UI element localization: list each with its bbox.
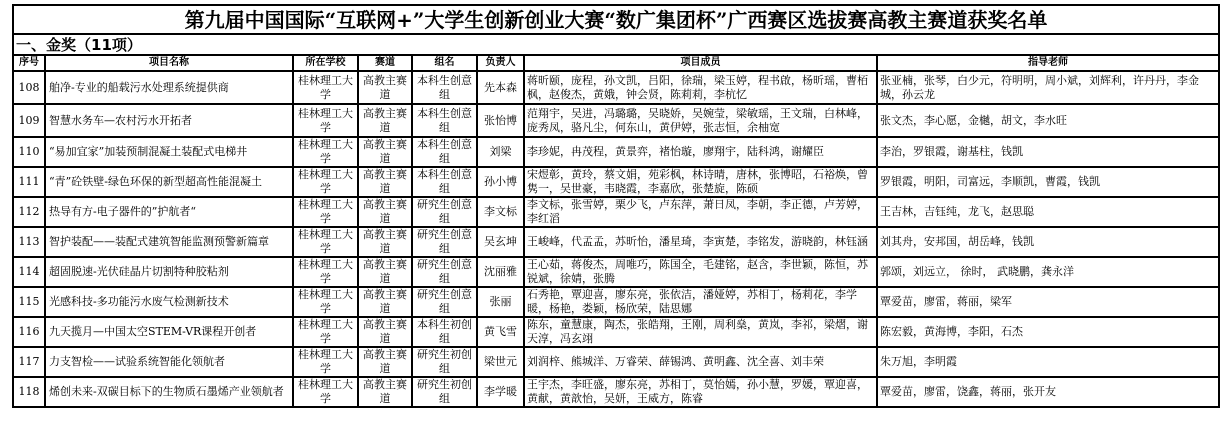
advisors: 张文杰，李心愿，金樾，胡文，李水旺 [877, 104, 1219, 137]
group-name: 研究生初创组 [412, 347, 477, 377]
row-number: 115 [13, 287, 45, 317]
leader: 梁世元 [477, 347, 524, 377]
leader: 李文标 [477, 197, 524, 227]
row-number: 118 [13, 377, 45, 407]
row-number: 116 [13, 317, 45, 347]
leader: 沈丽雅 [477, 257, 524, 287]
group-name: 本科生创意组 [412, 104, 477, 137]
school: 桂林理工大学 [293, 287, 358, 317]
row-number: 108 [13, 71, 45, 104]
table-row [13, 167, 1219, 197]
group-name: 本科生创意组 [412, 167, 477, 197]
track: 高教主赛道 [358, 287, 412, 317]
header-project: 项目名称 [45, 55, 293, 71]
group-name: 本科生创意组 [412, 71, 477, 104]
advisors: 李治，罗银霞，谢基柱，钱凯 [877, 137, 1219, 167]
header-leader: 负责人 [477, 55, 524, 71]
project-name: “青”砼铁壁-绿色环保的新型超高性能混凝土 [45, 167, 293, 197]
project-members: 王宇杰，李旺盛，廖东亮，苏相丁，莫怡嫣，孙小慧，罗媛，覃迎喜，黄献，黄歆怡，吴妍，王威方，陈睿 [524, 377, 877, 407]
section-heading: 一、金奖（11项） [13, 34, 1219, 55]
project-members: 王心茹，蒋俊杰，周唯巧，陈国全，毛建铭，赵含，李世颖，陈恒，苏锐斌，徐婧，张腾 [524, 257, 877, 287]
project-name: 舶净-专业的船载污水处理系统提供商 [45, 71, 293, 104]
project-members: 李文标，张雪婷，栗少飞，卢东萍，萧日凤，李朝，李正德，卢芳婷，李红滔 [524, 197, 877, 227]
leader: 吴玄坤 [477, 227, 524, 257]
project-name: 超固脱速-光伏硅晶片切割特种胶粘剂 [45, 257, 293, 287]
group-name: 研究生创意组 [412, 287, 477, 317]
project-members: 王峻峰，代孟孟，苏昕怡，潘星琦，李寅楚，李铭发，游晓韵，林钰涵 [524, 227, 877, 257]
school: 桂林理工大学 [293, 197, 358, 227]
table-row [13, 227, 1219, 257]
group-name: 研究生创意组 [412, 227, 477, 257]
project-name: 智慧水务车—农村污水开拓者 [45, 104, 293, 137]
track: 高教主赛道 [358, 227, 412, 257]
table-row [13, 71, 1219, 104]
group-name: 本科生初创组 [412, 317, 477, 347]
leader: 孙小博 [477, 167, 524, 197]
project-members: 范翔宇，吴进，冯璐璐，吴晓娇，吴婉莹，梁敏瑶，王文瑞，白林峰，庞秀凤，骆凡尘，何东山，黄伊婷，张志恒，余柚宽 [524, 104, 877, 137]
row-number: 117 [13, 347, 45, 377]
project-name: 智护装配——装配式建筑智能监测预警新篇章 [45, 227, 293, 257]
leader: 李学暖 [477, 377, 524, 407]
table-row [13, 377, 1219, 407]
project-name: 力支智检——试验系统智能化领航者 [45, 347, 293, 377]
table-row [13, 317, 1219, 347]
school: 桂林理工大学 [293, 377, 358, 407]
track: 高教主赛道 [358, 347, 412, 377]
track: 高教主赛道 [358, 137, 412, 167]
advisors: 陈宏毅，黄海博，李阳，石杰 [877, 317, 1219, 347]
track: 高教主赛道 [358, 317, 412, 347]
row-number: 111 [13, 167, 45, 197]
leader: 刘梁 [477, 137, 524, 167]
table-header [13, 55, 1219, 71]
project-name: 光感科技-多功能污水废气检测新技术 [45, 287, 293, 317]
leader: 先本森 [477, 71, 524, 104]
table-row [13, 347, 1219, 377]
header-advisors: 指导老师 [877, 55, 1219, 71]
table-row [13, 257, 1219, 287]
header-members: 项目成员 [524, 55, 877, 71]
school: 桂林理工大学 [293, 137, 358, 167]
project-members: 石秀艳，覃迎喜，廖东亮，张依洁，潘娅婷，苏相丁，杨莉花，李学暖，杨艳，娄颖，杨欣荣，陆思娜 [524, 287, 877, 317]
school: 桂林理工大学 [293, 71, 358, 104]
school: 桂林理工大学 [293, 104, 358, 137]
table-row [13, 197, 1219, 227]
advisors: 覃爱苗，廖雷，蒋丽，梁军 [877, 287, 1219, 317]
row-number: 109 [13, 104, 45, 137]
header-no: 序号 [13, 55, 45, 71]
group-name: 研究生创意组 [412, 257, 477, 287]
row-number: 110 [13, 137, 45, 167]
track: 高教主赛道 [358, 257, 412, 287]
project-members: 陈东，童慧康，陶杰，张皓翔，王刚，周利燊，黄岚，李祁，梁熠，谢天淳，冯玄翊 [524, 317, 877, 347]
leader: 黄飞雪 [477, 317, 524, 347]
advisors: 王吉林，吉钰纯，龙飞，赵思聪 [877, 197, 1219, 227]
project-name: 九天揽月—中国太空STEM-VR课程开创者 [45, 317, 293, 347]
advisors: 朱万旭，李明霞 [877, 347, 1219, 377]
track: 高教主赛道 [358, 167, 412, 197]
advisors: 罗银霞，明阳，司富远，李顺凯，曹霞，钱凯 [877, 167, 1219, 197]
school: 桂林理工大学 [293, 227, 358, 257]
school: 桂林理工大学 [293, 167, 358, 197]
track: 高教主赛道 [358, 71, 412, 104]
group-name: 研究生创意组 [412, 197, 477, 227]
project-name: “易加宜家”加装预制混凝土装配式电梯井 [45, 137, 293, 167]
advisors: 覃爱苗，廖雷，饶鑫，蒋丽，张开友 [877, 377, 1219, 407]
track: 高教主赛道 [358, 377, 412, 407]
leader: 张丽 [477, 287, 524, 317]
project-members: 蒋昕颐，庞程，孙文凯，吕阳，徐瑞，梁玉婷，程书啟，杨昕瑶，曹栢枫，赵俊杰，黄娥，钟会贤，陈莉莉，李杭忆 [524, 71, 877, 104]
document-title: 第九届中国国际“互联网+”大学生创新创业大赛“数广集团杯”广西赛区选拔赛高教主赛道获奖名单 [13, 5, 1219, 34]
header-group: 组名 [412, 55, 477, 71]
header-track: 赛道 [358, 55, 412, 71]
row-number: 114 [13, 257, 45, 287]
group-name: 研究生初创组 [412, 377, 477, 407]
school: 桂林理工大学 [293, 347, 358, 377]
row-number: 112 [13, 197, 45, 227]
advisors: 刘其舟，安邦国，胡岳峰，钱凯 [877, 227, 1219, 257]
advisors: 郭颂，刘远立， 徐时， 武晓鹏，龚永洋 [877, 257, 1219, 287]
table-row [13, 104, 1219, 137]
table-row [13, 137, 1219, 167]
project-name: 烯创未来-双碳目标下的生物质石墨烯产业领航者 [45, 377, 293, 407]
project-name: 热导有方-电子器件的”护航者“ [45, 197, 293, 227]
award-table [12, 4, 1220, 408]
table-row [13, 287, 1219, 317]
school: 桂林理工大学 [293, 257, 358, 287]
advisors: 张亚楠，张琴，白少元，符明明，周小斌，刘辉利，许丹丹，李金城，孙云龙 [877, 71, 1219, 104]
project-members: 刘润梓、熊城洋、万睿荣、薛锡鸿、黄明鑫、沈全喜、刘丰荣 [524, 347, 877, 377]
school: 桂林理工大学 [293, 317, 358, 347]
track: 高教主赛道 [358, 197, 412, 227]
group-name: 本科生创意组 [412, 137, 477, 167]
header-school: 所在学校 [293, 55, 358, 71]
row-number: 113 [13, 227, 45, 257]
project-members: 李珍妮，冉茂程，黄景弈，褚怡璇，廖翔宇，陆科鸿，谢耀臣 [524, 137, 877, 167]
project-members: 宋煜彰，黄玲，蔡文娟，苑彩枫，林诗晴，唐林，张博昭，石裕焕，曾隽一，吴世豪，韦晓霞，李嘉欣，张楚旋，陈硕 [524, 167, 877, 197]
track: 高教主赛道 [358, 104, 412, 137]
leader: 张怡博 [477, 104, 524, 137]
